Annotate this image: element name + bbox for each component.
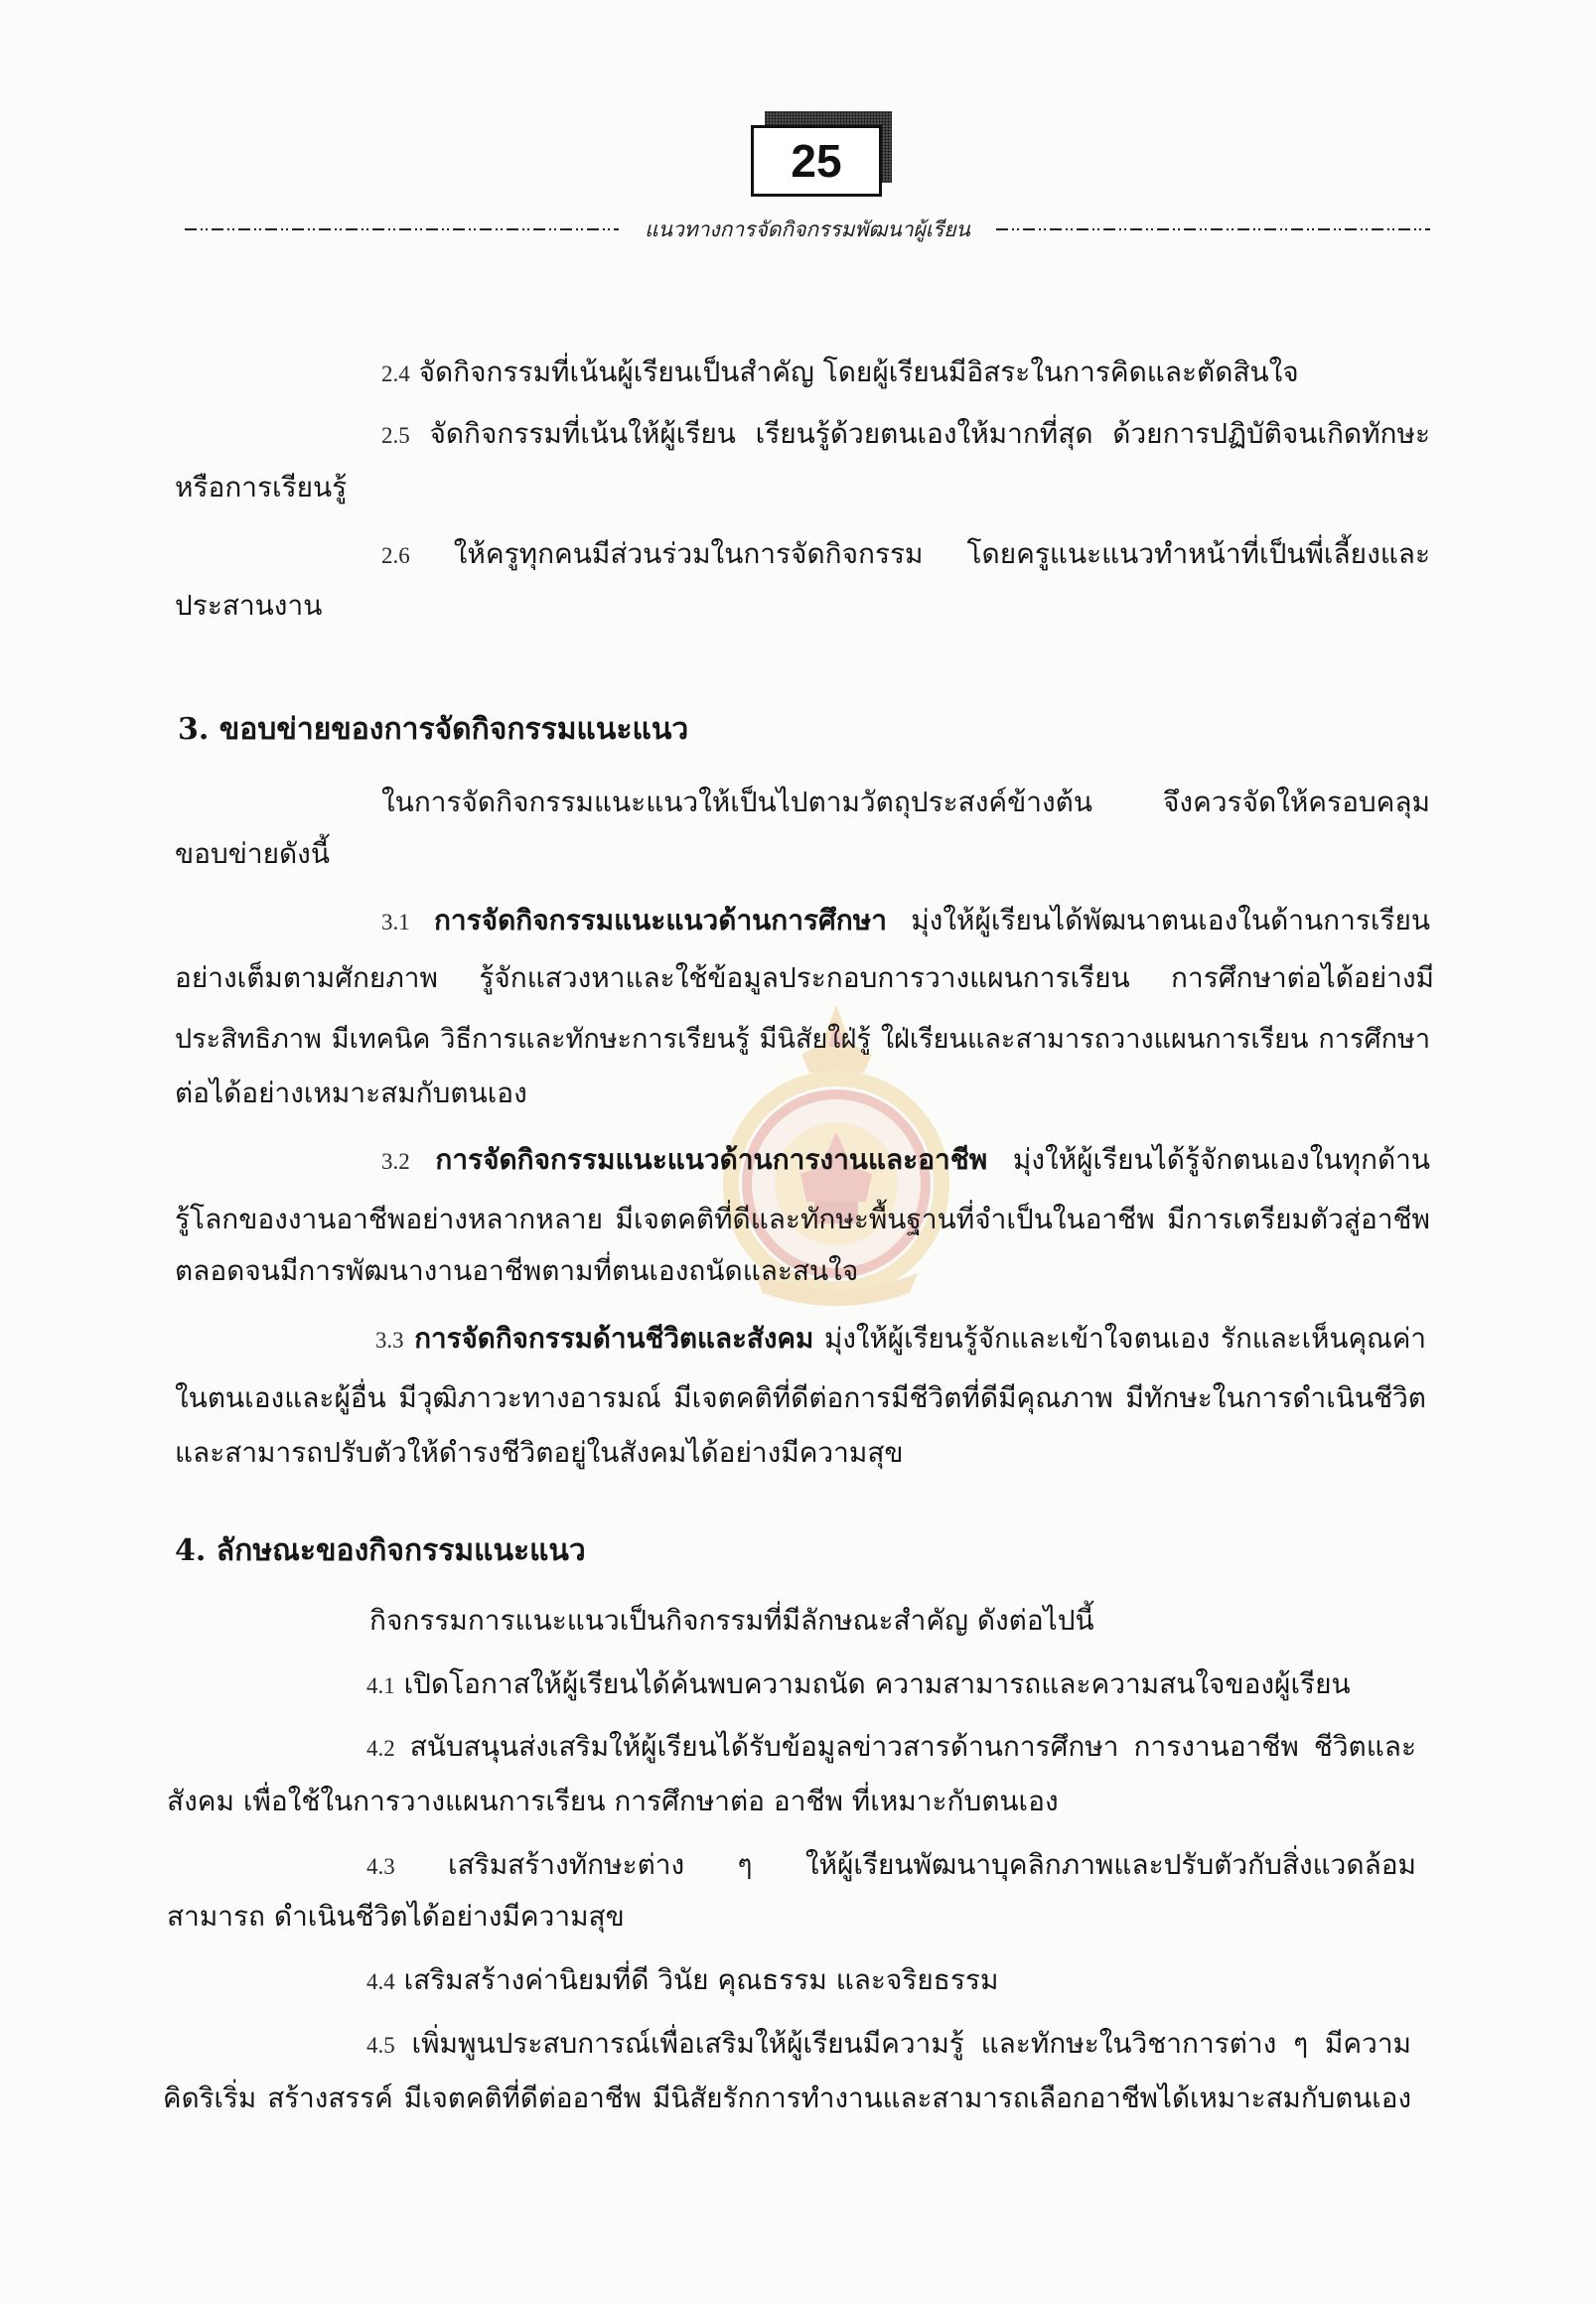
item-3-2-line-3 [175,1251,858,1291]
item-3-1-line-4 [175,1074,527,1113]
section-number: 3. [178,712,210,747]
item-4-2-line-2 [167,1782,1059,1821]
line-content [381,534,1430,576]
item-number: 4.2 [366,1736,395,1761]
item-4-4-line-1 [366,1960,998,2000]
item-3-2-line-1 [381,1140,1430,1180]
item-4-5-line-2 [163,2079,1411,2118]
item-text: ประสานงาน [175,589,323,622]
item-number: 3.2 [381,1149,410,1174]
item-3-2-line-2 [175,1200,1430,1239]
item-text: สามารถ ดำเนินชีวิตได้อย่างมีความสุข [167,1900,625,1933]
item-3-3-line-2 [175,1378,1426,1418]
line-content [366,2024,1411,2066]
item-text: มุ่งให้ผู้เรียนได้พัฒนาตนเองในด้านการเรียน [911,904,1431,936]
intro-text: ในการจัดกิจกรรมแนะแนวให้เป็นไปตามวัตถุประสงค์ข้างต้น จึงควรจัดให้ครอบคลุม [381,786,1430,818]
item-3-3-line-1 [375,1319,1426,1359]
item-number: 3.1 [381,910,410,935]
item-text: เปิดโอกาสให้ผู้เรียนได้ค้นพบความถนัด ความสามารถและความสนใจของผู้เรียน [403,1667,1351,1700]
item-lead: การจัดกิจกรรมแนะแนวด้านการศึกษา [433,904,887,936]
line-content [381,414,1430,456]
section-number: 4. [175,1533,207,1568]
section-3-intro-line-1 [381,783,1430,822]
item-2-6-line-2 [175,586,322,626]
line-content [366,1727,1416,1769]
item-lead: การจัดกิจกรรมด้านชีวิตและสังคม [414,1322,814,1355]
item-text: มุ่งให้ผู้เรียนรู้จักและเข้าใจตนเอง รักและเห็นคุณค่า [824,1322,1426,1355]
item-2-5-line-2 [175,468,347,507]
item-text: ประสิทธิภาพ มีเทคนิค วิธีการและทักษะการเรียนรู้ มีนิสัยใฝ่รู้ ใฝ่เรียนและสามารถวางแผนการเรียน การศึกษา [175,1024,1430,1055]
item-text: เสริมสร้างค่านิยมที่ดี วินัย คุณธรรม และจริยธรรม [403,1963,999,1996]
item-text: อย่างเต็มตามศักยภาพ รู้จักแสวงหาและใช้ข้อมูลประกอบการวางแผนการเรียน การศึกษาต่อได้อย่างมี [175,961,1434,994]
item-text: สังคม เพื่อใช้ในการวางแผนการเรียน การศึกษาต่อ อาชีพ ที่เหมาะกับตนเอง [167,1785,1059,1817]
item-text: รู้โลกของงานอาชีพอย่างหลากหลาย มีเจตคติที่ดีและทักษะพื้นฐานที่จำเป็นในอาชีพ มีการเตรียมตัวสู่อาชีพ [175,1203,1430,1235]
item-text: เสริมสร้างทักษะต่าง ๆ ให้ผู้เรียนพัฒนาบุคลิกภาพและปรับตัวกับสิ่งแวดล้อม [448,1848,1416,1881]
item-2-4-line-1 [381,353,1299,392]
item-text: ในตนเองและผู้อื่น มีวุฒิภาวะทางอารมณ์ มีเจตคติที่ดีต่อการมีชีวิตที่ดีมีคุณภาพ มีทักษะในการดำเนินชีวิต [175,1381,1426,1414]
item-4-5-line-1 [366,2024,1411,2064]
item-number: 4.3 [366,1854,395,1879]
item-number: 4.1 [366,1673,395,1698]
item-number: 4.5 [366,2033,395,2058]
running-title: แนวทางการจัดกิจกรรมพัฒนาผู้เรียน [645,216,970,241]
running-header [185,216,1430,243]
item-3-1-line-1 [381,901,1430,940]
line-content [381,353,1299,394]
item-text: ให้ครูทุกคนมีส่วนร่วมในการจัดกิจกรรม โดยครูแนะแนวทำหน้าที่เป็นพี่เลี้ยงและ [453,537,1430,570]
item-lead: การจัดกิจกรรมแนะแนวด้านการงานและอาชีพ [435,1143,988,1176]
item-text: จัดกิจกรรมที่เน้นให้ผู้เรียน เรียนรู้ด้วยตนเองให้มากที่สุด ด้วยการปฏิบัติจนเกิดทักษะ [429,417,1430,450]
item-text: หรือการเรียนรู้ [175,471,348,504]
item-number: 2.4 [381,361,410,386]
line-content [366,1845,1416,1887]
line-content [375,1319,1426,1361]
item-4-2-line-1 [366,1727,1416,1767]
section-3-heading [178,710,688,750]
section-title: ลักษณะของกิจกรรมแนะแนว [216,1533,586,1568]
item-3-3-line-3 [175,1433,904,1473]
item-3-1-line-2 [175,958,1434,998]
item-text: สนับสนุนส่งเสริมให้ผู้เรียนได้รับข้อมูลข่าวสารด้านการศึกษา การงานอาชีพ ชีวิตและ [409,1730,1416,1763]
item-number: 4.4 [366,1969,395,1994]
heading-content [178,710,688,750]
item-text: และสามารถปรับตัวให้ดำรงชีวิตอยู่ในสังคมได้อย่างมีความสุข [175,1436,904,1469]
item-text: มุ่งให้ผู้เรียนได้รู้จักตนเองในทุกด้าน [1012,1143,1430,1176]
line-content [381,1140,1430,1182]
item-text: ตลอดจนมีการพัฒนางานอาชีพตามที่ตนเองถนัดและสนใจ [175,1254,859,1287]
item-number: 2.5 [381,423,410,448]
header-rule-left [185,228,619,230]
intro-text: กิจกรรมการแนะแนวเป็นกิจกรรมที่มีลักษณะสำคัญ ดังต่อไปนี้ [369,1604,1094,1637]
line-content [381,901,1430,942]
item-4-3-line-1 [366,1845,1416,1885]
item-4-3-line-2 [167,1897,625,1937]
section-4-intro [369,1601,1094,1641]
item-text: จัดกิจกรรมที่เน้นผู้เรียนเป็นสำคัญ โดยผู้เรียนมีอิสระในการคิดและตัดสินใจ [418,356,1299,388]
item-text: ต่อได้อย่างเหมาะสมกับตนเอง [175,1077,527,1109]
section-3-intro-line-2 [175,834,330,874]
item-2-6-line-1 [381,534,1430,574]
item-text: คิดริเริ่ม สร้างสรรค์ มีเจตคติที่ดีต่ออาชีพ มีนิสัยรักการทำงานและสามารถเลือกอาชีพได้เหมาะสมกับตนเอง [163,2082,1411,2114]
heading-content [175,1531,586,1571]
section-4-heading [175,1531,586,1571]
page-number: 25 [751,125,882,197]
header-rule-right [996,228,1430,230]
item-4-1-line-1 [366,1664,1351,1704]
section-title: ขอบข่ายของการจัดกิจกรรมแนะแนว [218,712,689,747]
item-number: 3.3 [375,1328,404,1353]
line-content [366,1664,1351,1706]
line-content [366,1960,998,2002]
item-3-1-line-3 [175,1019,1430,1059]
item-number: 2.6 [381,543,410,568]
item-text: เพิ่มพูนประสบการณ์เพื่อเสริมให้ผู้เรียนมีความรู้ และทักษะในวิชาการต่าง ๆ มีความ [411,2027,1412,2060]
intro-text: ขอบข่ายดังนี้ [175,837,330,870]
item-2-5-line-1 [381,414,1430,454]
